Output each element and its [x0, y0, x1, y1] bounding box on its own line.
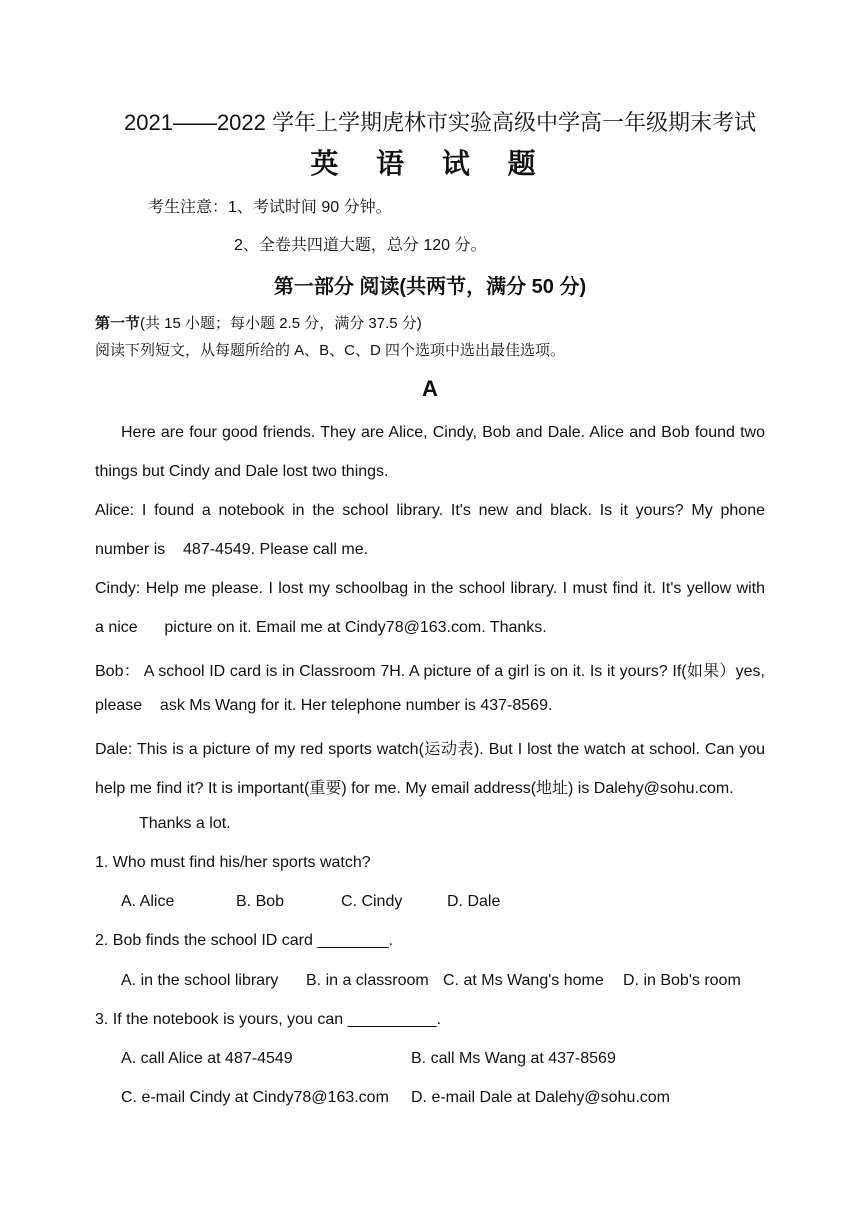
passage-line: Bob： A school ID card is in Classroom 7H. A picture of a girl is on it. Is it yours? If(如果）yes,: [95, 663, 765, 680]
question-option: C. Cindy: [341, 893, 403, 910]
passage-line: Dale: This is a picture of my red sports watch(运动表). But I lost the watch at school. Can you: [95, 741, 765, 758]
question-option: B. Bob: [236, 893, 285, 910]
question-option: C. at Ms Wang's home: [443, 972, 604, 989]
question-stem: 3. If the notebook is yours, you can __________.: [95, 1011, 442, 1028]
question-option: A. Alice: [121, 893, 175, 910]
passage-line: Thanks a lot.: [139, 815, 231, 832]
passage-line: Alice: I found a notebook in the school library. It's new and black. Is it yours? My phone: [95, 502, 765, 519]
subject-title: 英 语 试 题: [310, 147, 550, 180]
part-title: 第一部分 阅读(共两节，满分 50 分): [273, 276, 587, 298]
question-option: D. in Bob's room: [623, 972, 741, 989]
section-label: 第一节: [95, 315, 141, 332]
section-detail: (共 15 小题；每小题 2.5 分，满分 37.5 分): [140, 315, 422, 332]
question-stem: 2. Bob finds the school ID card ________.: [95, 932, 393, 949]
passage-line: please ask Ms Wang for it. Her telephone number is 437-8569.: [95, 697, 553, 714]
question-option: B. in a classroom: [306, 972, 429, 989]
question-option: B. call Ms Wang at 437-8569: [411, 1050, 616, 1067]
section-instruction: 阅读下列短文，从每题所给的 A、B、C、D 四个选项中选出最佳选项。: [95, 342, 566, 359]
question-option: C. e-mail Cindy at Cindy78@163.com: [121, 1089, 389, 1106]
exam-title: 2021——2022 学年上学期虎林市实验高级中学高一年级期末考试: [124, 110, 756, 135]
notice-line-2: 2、全卷共四道大题，总分 120 分。: [234, 237, 487, 254]
question-option: D. e-mail Dale at Dalehy@sohu.com: [411, 1089, 671, 1106]
question-option: D. Dale: [447, 893, 501, 910]
section-heading: [95, 312, 422, 333]
passage-line: help me find it? It is important(重要) for me. My email address(地址) is Dalehy@sohu.com.: [95, 780, 734, 797]
passage-line: Cindy: Help me please. I lost my schoolbag in the school library. I must find it. It's yellow with: [95, 580, 765, 597]
passage-line: a nice picture on it. Email me at Cindy78@163.com. Thanks.: [95, 619, 547, 636]
passage-line: Here are four good friends. They are Alice, Cindy, Bob and Dale. Alice and Bob found two: [121, 424, 765, 441]
passage-line: number is 487-4549. Please call me.: [95, 541, 369, 558]
passage-line: things but Cindy and Dale lost two things.: [95, 463, 389, 480]
notice-line-1: 考生注意：1、考试时间 90 分钟。: [148, 199, 392, 216]
passage-letter: A: [422, 376, 438, 401]
question-stem: 1. Who must find his/her sports watch?: [95, 854, 371, 871]
question-option: A. call Alice at 487-4549: [121, 1050, 293, 1067]
question-option: A. in the school library: [121, 972, 279, 989]
